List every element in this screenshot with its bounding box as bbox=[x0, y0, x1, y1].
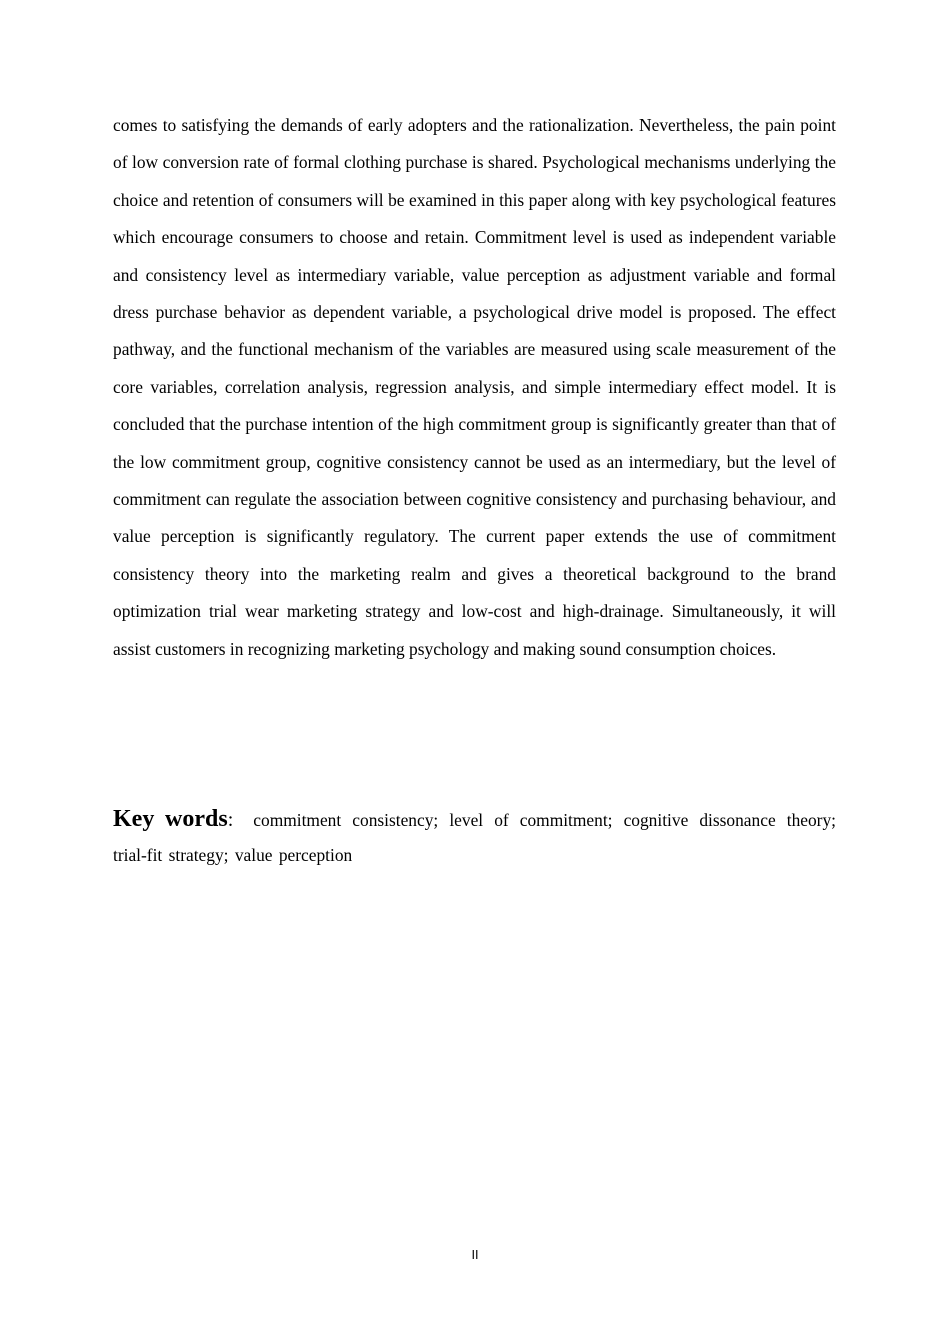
page-number: II bbox=[471, 1248, 479, 1262]
keywords-label: Key words bbox=[113, 806, 228, 832]
keywords-list: commitment consistency; level of commitment; cognitive dissonance theory; trial-fit strategy; value perception bbox=[113, 810, 836, 865]
keywords-colon: : bbox=[227, 809, 234, 831]
abstract-paragraph: comes to satisfying the demands of early adopters and the rationalization. Nevertheless, the pain point of low conversion rate of formal clothing purchase is shared. Psychological mechanisms underlying the choice and retention of consumers will be examined in this paper along with key psychological features which encourage consumers to choose and retain. Commitment level is used as independent variable and consistency level as intermediary variable, value perception as adjustment variable and formal dress purchase behavior as dependent variable, a psychological drive model is proposed. The effect pathway, and the functional mechanism of the variables are measured using scale measurement of the core variables, correlation analysis, regression analysis, and simple intermediary effect model. It is concluded that the purchase intention of the high commitment group is significantly greater than that of the low commitment group, cognitive consistency cannot be used as an intermediary, but the level of commitment can regulate the association between cognitive consistency and purchasing behaviour, and value perception is significantly regulatory. The current paper extends the use of commitment consistency theory into the marketing realm and gives a theoretical background to the brand optimization trial wear marketing strategy and low-cost and high-drainage. Simultaneously, it will assist customers in recognizing marketing psychology and making sound consumption choices. bbox=[113, 115, 836, 659]
keywords-line bbox=[113, 802, 836, 873]
